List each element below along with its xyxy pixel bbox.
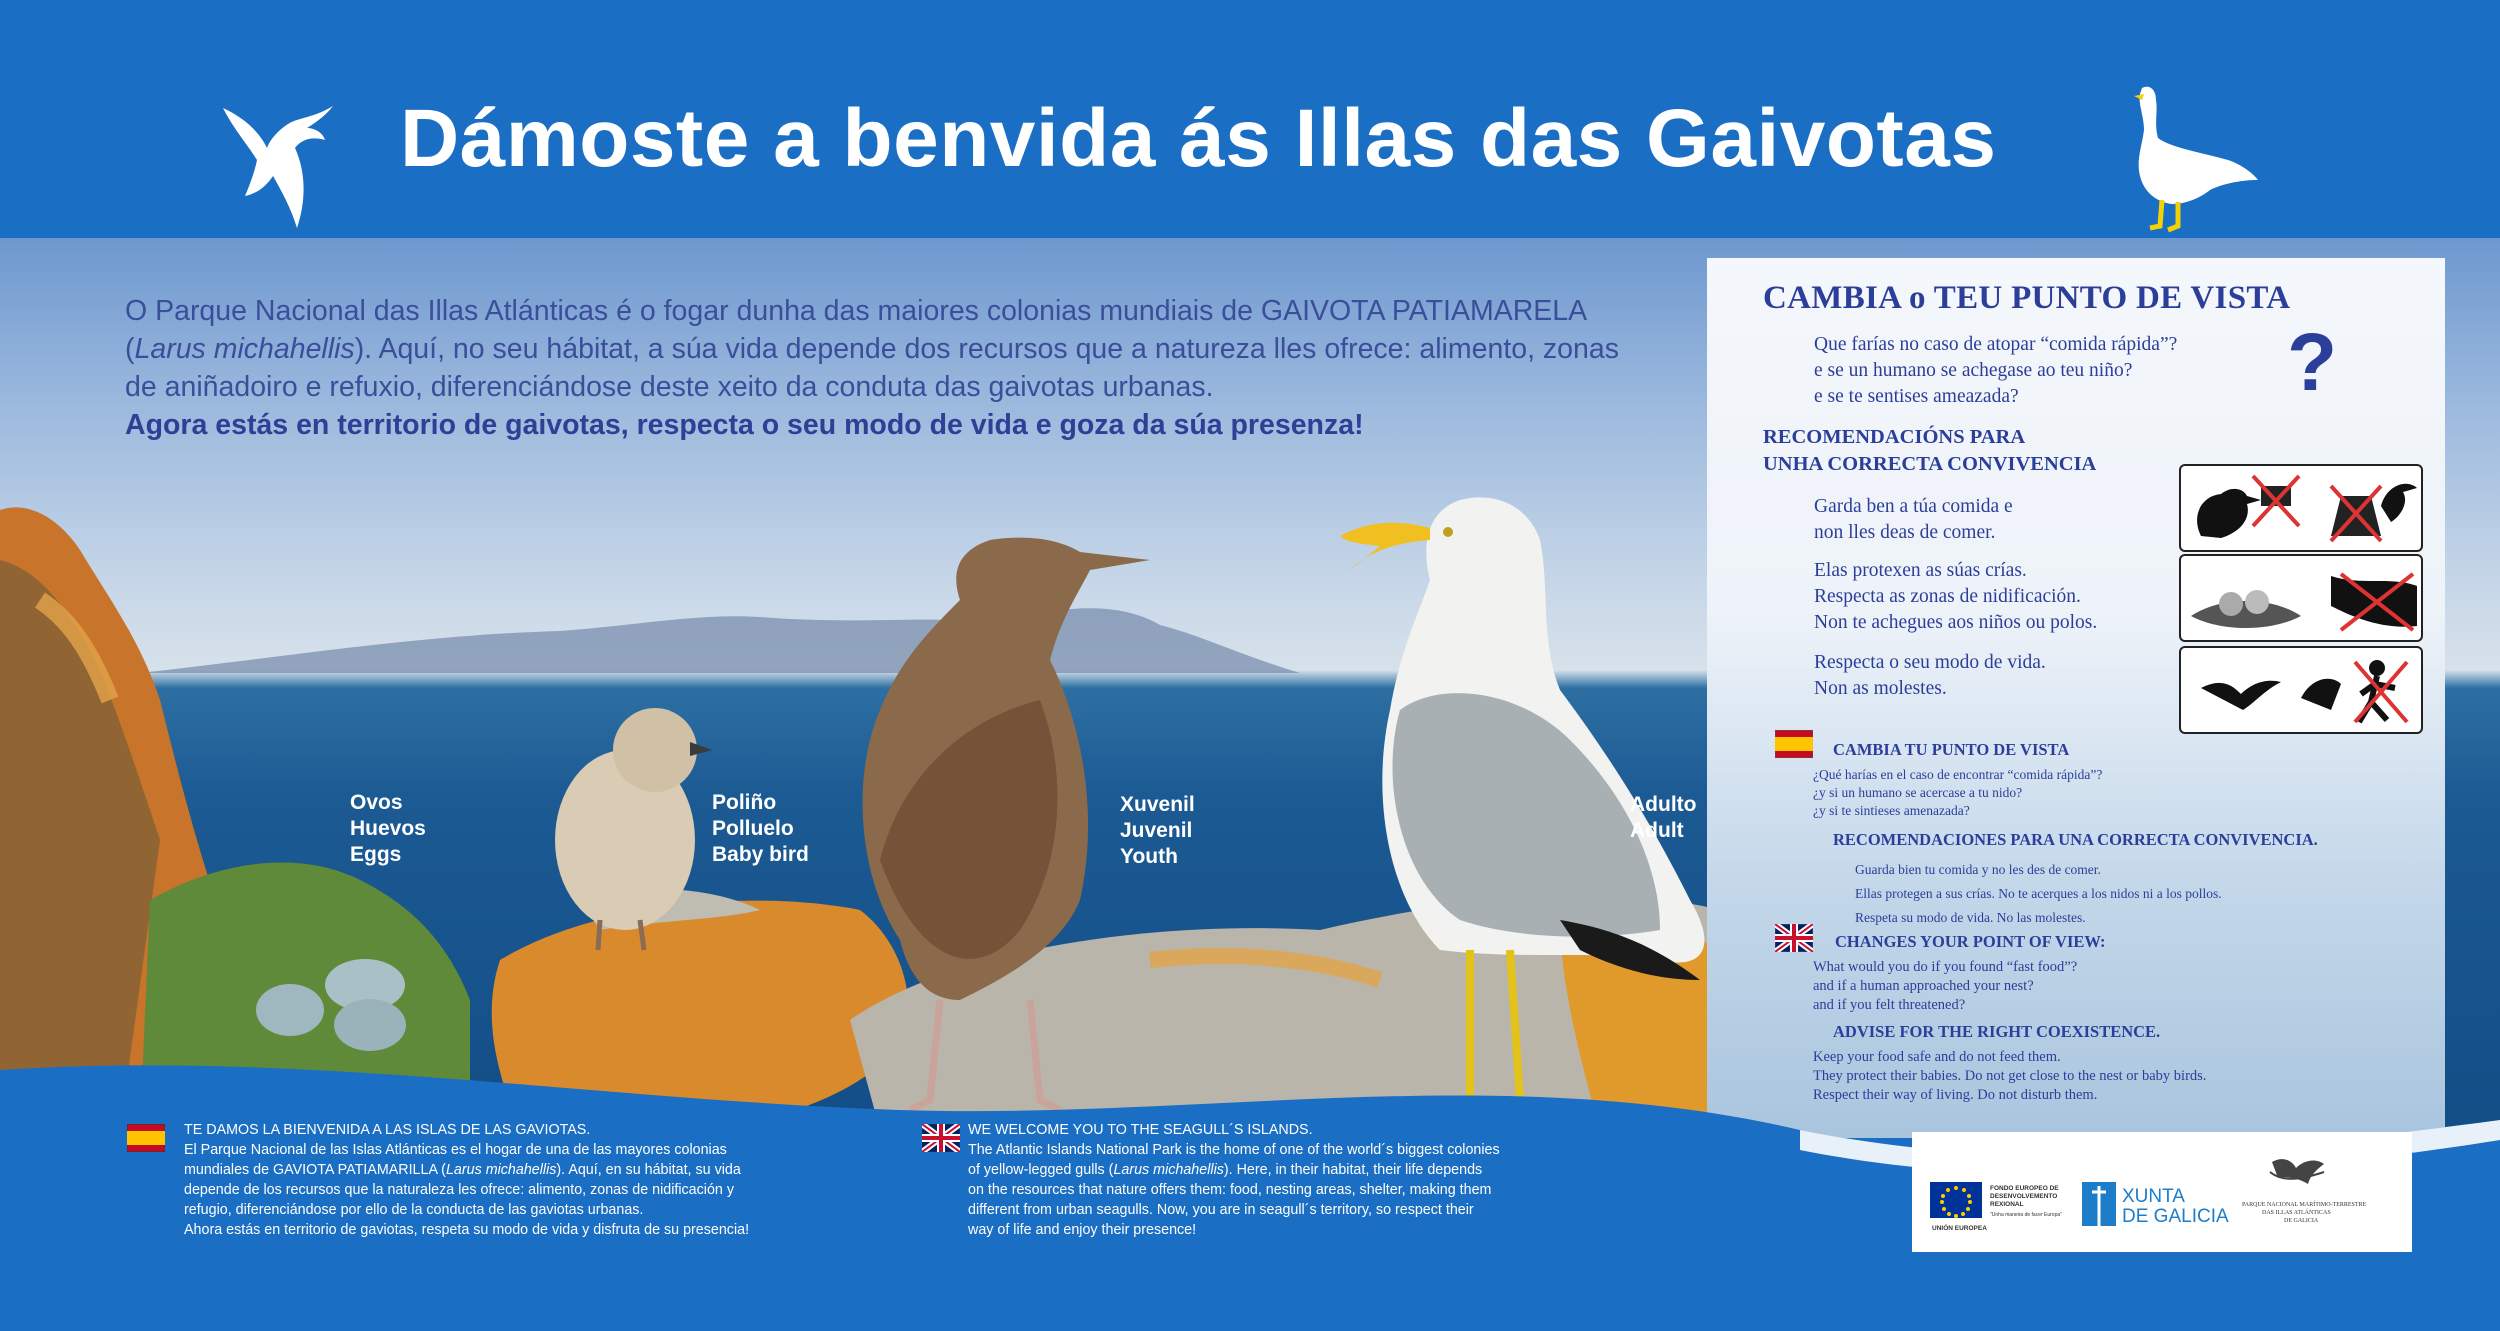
infobox-title: CAMBIA o TEU PUNTO DE VISTA [1763,280,2291,316]
eu-motto: "Unha maneira de facer Europa" [1990,1212,2062,1218]
label-chick: Poliño Polluelo Baby bird [712,791,809,866]
uk-flag-icon [1775,924,1813,952]
uk-flag-icon-bottom [922,1124,960,1152]
intro-line-2: (Larus michahellis). Aquí, no seu hábitat, a súa vida depende dos recursos que a natureza lles ofrece: alimento, zonas [125,333,1619,365]
recommendation-food: Garda ben a túa comida e non lles deas de comer. [1814,496,2013,543]
eu-label: UNIÓN EUROPEA [1932,1225,1987,1232]
eu-text-3: REXIONAL [1990,1201,2024,1208]
bottom-text-es: TE DAMOS LA BIENVENIDA A LAS ISLAS DE LAS GAVIOTAS. El Parque Nacional de las Islas Atlánticas es el hogar de una de las mayores colonias mundiales de GAVIOTA PATIAMARILLA (Larus michahellis). Aquí, en su hábitat, su vida depende de los recursos que la naturaleza les ofrece: alimento, zonas de nidificación y refugio, diferenciándose por ello de la conducta de las gaviotas urbanas. Ahora estás en territorio de gaviotas, respeta su modo de vida y disfruta de su presencia! [184,1122,750,1238]
bottom-text-en: WE WELCOME YOU TO THE SEAGULL´S ISLANDS. The Atlantic Islands National Park is the home of one of the world´s biggest colonies of yellow-legged gulls (Larus michahellis). Here, in their habitat, their life depends on the resources that nature offers them: food, nesting areas, shelter, making them different from urban seagulls. Now, you are in seagull´s territory, so respect their way of life and enjoy their presence! [968,1122,1500,1238]
intro-line-4: Agora estás en territorio de gaivotas, respecta o seu modo de vida e goza da súa presenza! [125,409,1364,441]
label-adult: Adulto Adult [1630,793,1697,842]
recommendation-respect: Respecta o seu modo de vida. Non as molestes. [1814,652,2046,699]
flying-gull-icon [215,78,355,238]
en-rec-title: ADVISE FOR THE RIGHT COEXISTENCE. [1833,1022,2161,1041]
en-title: CHANGES YOUR POINT OF VIEW: [1835,932,2106,951]
eu-text-2: DESENVOLVEMENTO [1990,1193,2058,1200]
page-title: Dámoste a benvida ás Illas das Gaivotas [400,93,1997,184]
intro-line-1: O Parque Nacional das Illas Atlánticas é o fogar dunha das maiores colonias mundiais de GAIVOTA PATIAMARELA [125,295,1588,327]
en-questions: What would you do if you found “fast food”? and if a human approached your nest? and if you felt threatened? [1813,959,2078,1013]
xunta-logo-2: DE GALICIA [2122,1206,2229,1227]
spain-flag-icon-bottom [127,1124,165,1152]
sponsor-logos-graphic [1912,1132,2412,1252]
park-logo-1: PARQUE NACIONAL MARÍTIMO-TERRESTRE [2242,1202,2367,1208]
park-logo-2: DAS ILLAS ATLÁNTICAS [2262,1210,2331,1216]
recommendations-title: RECOMENDACIÓNS PARA UNHA CORRECTA CONVIVENCIA [1763,426,2097,475]
no-disturb-pictogram [2179,646,2423,734]
en-recs: Keep your food safe and do not feed them. They protect their babies. Do not get close to the nest or baby birds. Respect their way of living. Do not disturb them. [1813,1049,2207,1103]
intro-line-3: de aniñadoiro e refuxio, diferenciándose deste xeito da conduta das gaivotas urbanas. [125,371,1214,403]
xunta-logo-1: XUNTA [2122,1186,2185,1207]
es-title: CAMBIA TU PUNTO DE VISTA [1833,740,2070,759]
es-recs: Guarda bien tu comida y no les des de comer. Ellas protegen a sus crías. No te acerques a los nidos ni a los pollos. Respeta su modo de vida. No las molestes. [1855,862,2222,925]
no-feeding-pictogram [2179,464,2423,552]
es-questions: ¿Qué harías en el caso de encontrar “comida rápida”? ¿y si un humano se acercase a tu nido? ¿y si te sintieses amenazada? [1813,767,2103,818]
eu-text-1: FONDO EUROPEO DE [1990,1185,2059,1192]
point-of-view-box [1707,258,2445,1138]
park-logo-3: DE GALICIA [2284,1218,2319,1224]
label-juvenile: Xuvenil Juvenil Youth [1120,793,1195,868]
es-rec-title: RECOMENDACIONES PARA UNA CORRECTA CONVIVENCIA. [1833,830,2318,849]
spain-flag-icon [1775,730,1813,758]
intro-text [125,292,1665,444]
recommendation-nests: Elas protexen as súas crías. Respecta as zonas de nidificación. Non te achegues aos niños ou polos. [1814,560,2098,633]
no-approach-nest-pictogram [2179,554,2423,642]
standing-gull-icon [2120,80,2260,235]
question-mark-icon: ? [2287,317,2338,408]
sponsor-logos [1912,1132,2412,1252]
label-eggs: Ovos Huevos Eggs [350,791,426,866]
infobox-questions: Que farías no caso de atopar “comida rápida”? e se un humano se achegase ao teu niño? e se te sentises ameazada? [1814,334,2178,407]
